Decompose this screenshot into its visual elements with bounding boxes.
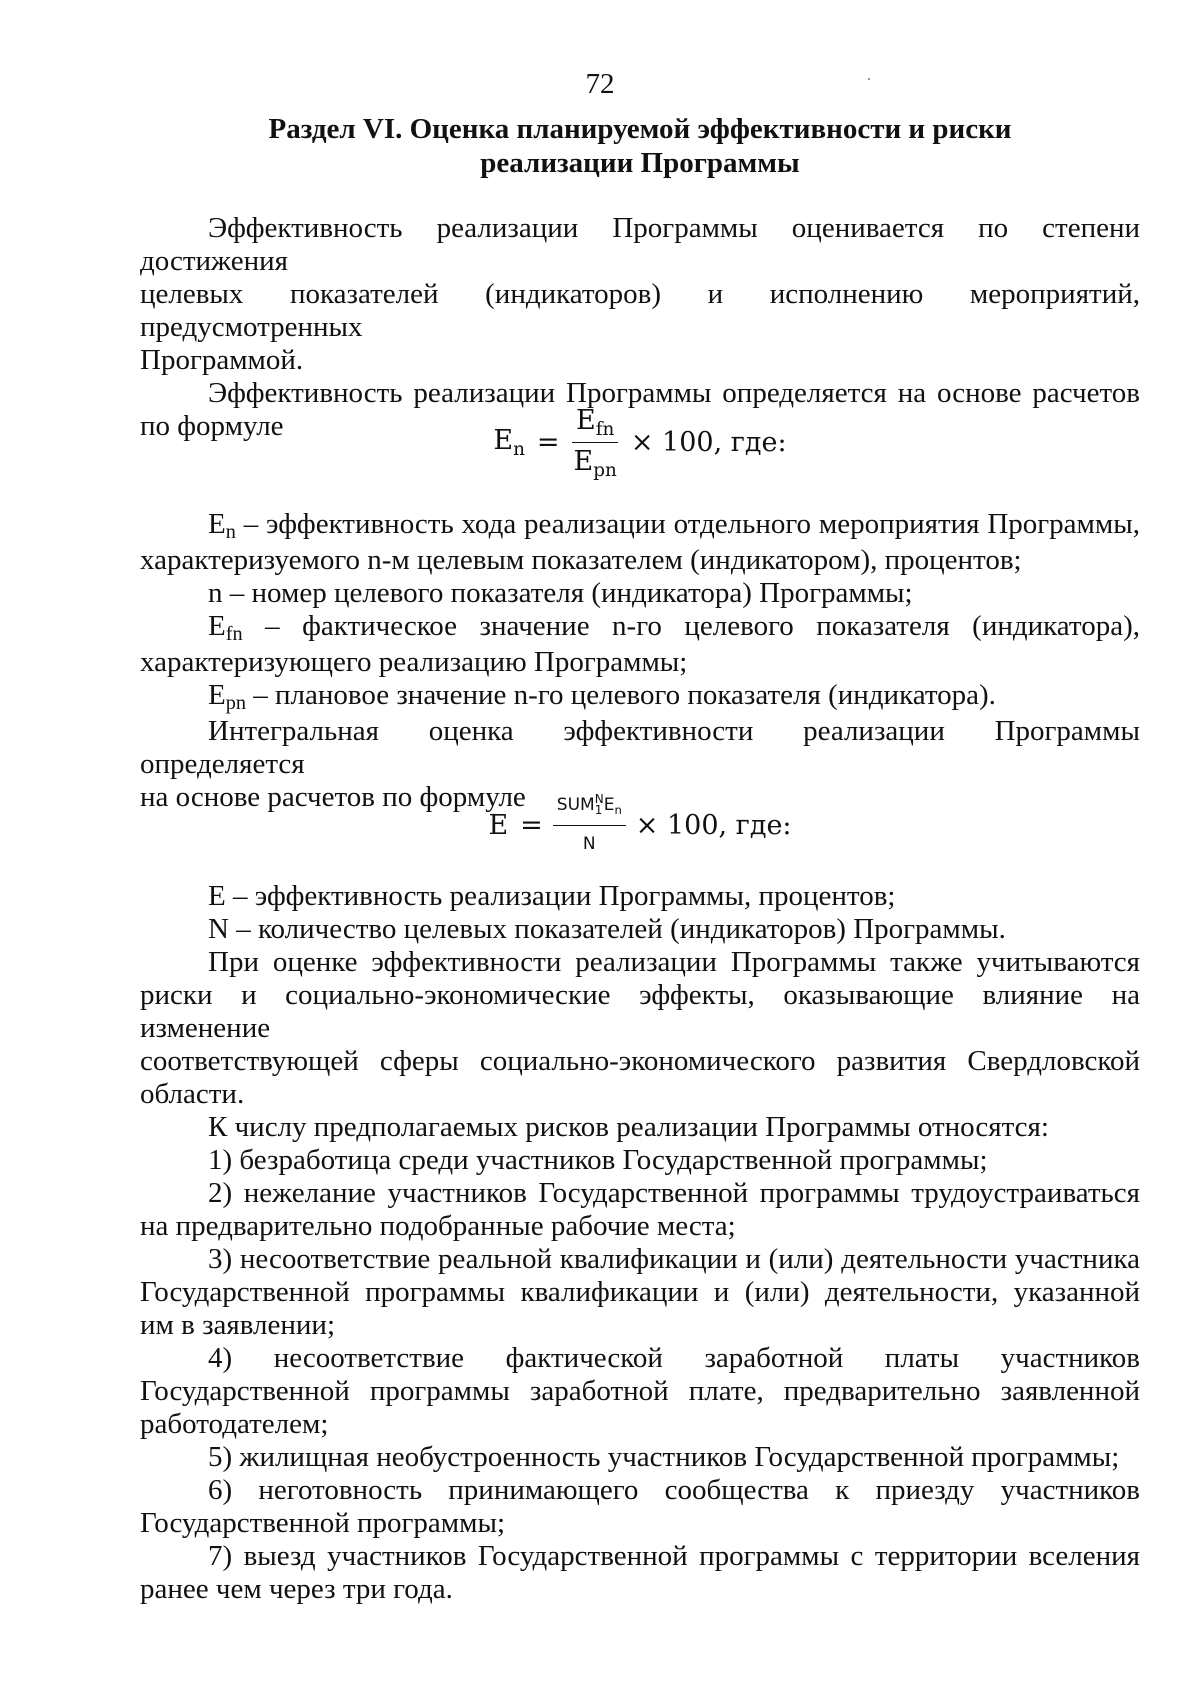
- definitions-2-and-risks: [140, 880, 1140, 1606]
- def-en-line-2: характеризуемого n-м целевым показателем (индикатором), процентов;: [140, 544, 1022, 576]
- section-title-line-2: реализации Программы: [480, 147, 800, 179]
- risk-item-4-line-2: Государственной программы заработной плате, предварительно заявленной: [140, 1375, 1140, 1407]
- formula-1-tail: × 100, где:: [630, 426, 787, 458]
- formula-2-tail: × 100, где:: [635, 809, 792, 841]
- formula-2-numerator: SUM N 1 $E_n$: [553, 789, 626, 826]
- formula-2-expression: [140, 790, 1140, 860]
- formula-2-lhs: E: [488, 809, 509, 841]
- risks-intro-line-4: области.: [140, 1078, 245, 1110]
- integral-line-2: на основе расчетов по формуле: [140, 781, 526, 813]
- risk-item-4-line-1: 4) несоответствие фактической заработной платы участников: [208, 1342, 1140, 1374]
- risk-item-2-line-2: на предварительно подобранные рабочие места;: [140, 1210, 736, 1242]
- risks-intro-line-1: При оценке эффективности реализации Программы также учитываются: [208, 946, 1140, 978]
- risk-item-5: 5) жилищная необустроенность участников Государственной программы;: [208, 1441, 1120, 1473]
- intro-p1-line-2: целевых показателей (индикаторов) и исполнению мероприятий, предусмотренных: [140, 278, 1140, 343]
- risk-item-3-line-2: Государственной программы квалификации и (или) деятельности, указанной: [140, 1276, 1140, 1308]
- section-title-line-1: Раздел VI. Оценка планируемой эффективности и риски: [268, 113, 1012, 145]
- risk-item-1: 1) безработица среди участников Государственной программы;: [208, 1144, 988, 1176]
- risk-item-7-line-1: 7) выезд участников Государственной программы с территории вселения: [208, 1540, 1140, 1572]
- formula-2-denominator: N: [582, 834, 596, 854]
- intro-p1-line-3: Программой.: [140, 344, 304, 376]
- risk-item-7-line-2: ранее чем через три года.: [140, 1573, 453, 1605]
- risk-item-2-line-1: 2) нежелание участников Государственной программы трудоустраиваться: [208, 1177, 1140, 1209]
- scan-speck: [868, 78, 870, 80]
- def-efn-line-1: Efn – фактическое значение n-го целевого показателя (индикатора),: [208, 610, 1140, 646]
- formula-1-equals: =: [536, 426, 560, 458]
- risk-item-3-line-1: 3) несоответствие реальной квалификации и (или) деятельности участника: [208, 1243, 1140, 1275]
- intro-p2-line-2: по формуле: [140, 410, 284, 442]
- formula-2: [140, 790, 1140, 860]
- section-title: [140, 112, 1140, 180]
- def-n: n – номер целевого показателя (индикатора) Программы;: [208, 577, 913, 609]
- risk-item-3-line-3: им в заявлении;: [140, 1309, 335, 1341]
- page-number: 72: [585, 68, 615, 100]
- formula-2-equals: =: [520, 809, 543, 841]
- formula-2-fraction: [553, 789, 626, 861]
- definitions-1: [140, 508, 1140, 814]
- formula-1-fraction: [570, 404, 621, 481]
- formula-1-numerator: $E_{fn}$: [572, 404, 618, 443]
- risk-item-4-line-3: работодателем;: [140, 1408, 329, 1440]
- risks-intro-line-2: риски и социально-экономические эффекты, оказывающие влияние на изменение: [140, 979, 1140, 1044]
- formula-1-denominator: $E_{pn}$: [573, 445, 617, 481]
- integral-line-1: Интегральная оценка эффективности реализации Программы определяется: [140, 715, 1140, 780]
- risks-lead: К числу предполагаемых рисков реализации Программы относятся:: [208, 1111, 1049, 1143]
- formula-1: [140, 402, 1140, 482]
- intro-p2-line-1: Эффективность реализации Программы определяется на основе расчетов: [208, 377, 1140, 409]
- intro-p1-line-1: Эффективность реализации Программы оценивается по степени достижения: [140, 212, 1140, 277]
- risk-item-6-line-1: 6) неготовность принимающего сообщества к приезду участников: [208, 1474, 1140, 1506]
- def-epn: Epn – плановое значение n-го целевого показателя (индикатора).: [208, 679, 996, 715]
- def-efn-line-2: характеризующего реализацию Программы;: [140, 646, 688, 678]
- def-e: E – эффективность реализации Программы, процентов;: [208, 880, 896, 912]
- def-N: N – количество целевых показателей (индикаторов) Программы.: [208, 913, 1006, 945]
- formula-1-lhs: $E_n$: [493, 425, 525, 461]
- risk-item-6-line-2: Государственной программы;: [140, 1507, 506, 1539]
- risks-intro-line-3: соответствующей сферы социально-экономического развития Свердловской: [140, 1045, 1140, 1077]
- formula-1-expression: [140, 402, 1140, 482]
- def-en-line-1: En – эффективность хода реализации отдельного мероприятия Программы,: [208, 508, 1140, 544]
